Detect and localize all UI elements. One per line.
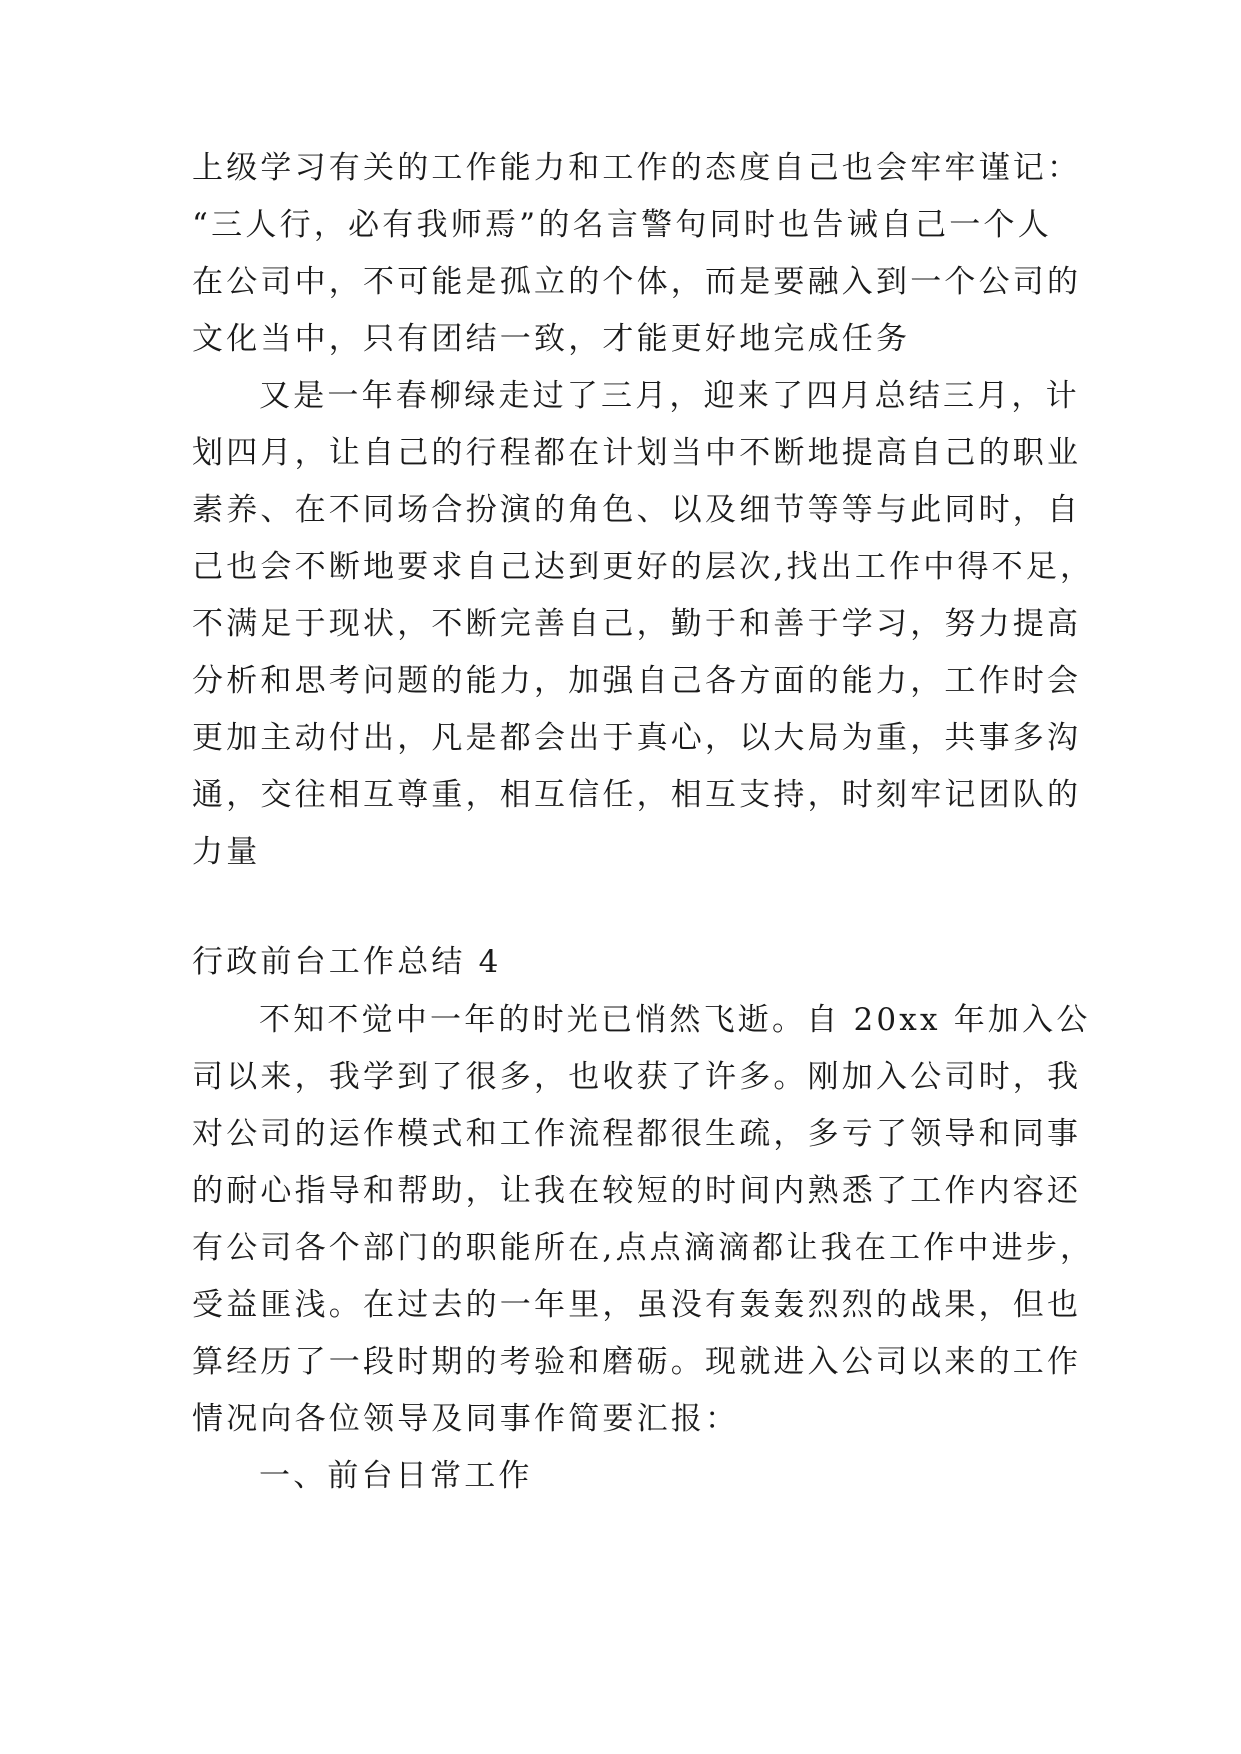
- paragraph-line: 算经历了一段时期的考验和磨砺。现就进入公司以来的工作: [192, 1344, 1082, 1380]
- paragraph-line: 情况向各位领导及同事作简要汇报：: [192, 1401, 740, 1437]
- paragraph-line: 文化当中，只有团结一致，才能更好地完成任务: [192, 321, 911, 357]
- paragraph-line: 不知不觉中一年的时光已悄然飞逝。自 20xx 年加入公: [259, 1002, 1091, 1038]
- section-heading: 行政前台工作总结 4: [192, 944, 502, 980]
- paragraph-line: 力量: [192, 834, 261, 870]
- paragraph-line: 不满足于现状，不断完善自己，勤于和善于学习，努力提高: [192, 606, 1082, 642]
- paragraph-line: 素养、在不同场合扮演的角色、以及细节等等与此同时，自: [192, 492, 1082, 528]
- paragraph-line: 的耐心指导和帮助，让我在较短的时间内熟悉了工作内容还: [192, 1173, 1082, 1209]
- paragraph-line: 在公司中，不可能是孤立的个体，而是要融入到一个公司的: [192, 264, 1082, 300]
- paragraph-line: 更加主动付出，凡是都会出于真心，以大局为重，共事多沟: [192, 720, 1082, 756]
- paragraph-line: 上级学习有关的工作能力和工作的态度自己也会牢牢谨记：: [192, 150, 1082, 186]
- paragraph-line: 划四月，让自己的行程都在计划当中不断地提高自己的职业: [192, 435, 1082, 471]
- paragraph-line: 己也会不断地要求自己达到更好的层次,找出工作中得不足，: [192, 549, 1095, 585]
- subsection-heading: 一、前台日常工作: [259, 1458, 533, 1494]
- paragraph-line: 司以来，我学到了很多，也收获了许多。刚加入公司时，我: [192, 1059, 1082, 1095]
- paragraph-line: 对公司的运作模式和工作流程都很生疏，多亏了领导和同事: [192, 1116, 1082, 1152]
- paragraph-line: 通，交往相互尊重，相互信任，相互支持，时刻牢记团队的: [192, 777, 1082, 813]
- paragraph-line: 受益匪浅。在过去的一年里，虽没有轰轰烈烈的战果，但也: [192, 1287, 1082, 1323]
- paragraph-line: “三人行，必有我师焉”的名言警句同时也告诫自己一个人: [192, 207, 1052, 243]
- paragraph-line: 又是一年春柳绿走过了三月，迎来了四月总结三月，计: [259, 378, 1080, 414]
- paragraph-line: 有公司各个部门的职能所在,点点滴滴都让我在工作中进步，: [192, 1230, 1095, 1266]
- paragraph-line: 分析和思考问题的能力，加强自己各方面的能力，工作时会: [192, 663, 1082, 699]
